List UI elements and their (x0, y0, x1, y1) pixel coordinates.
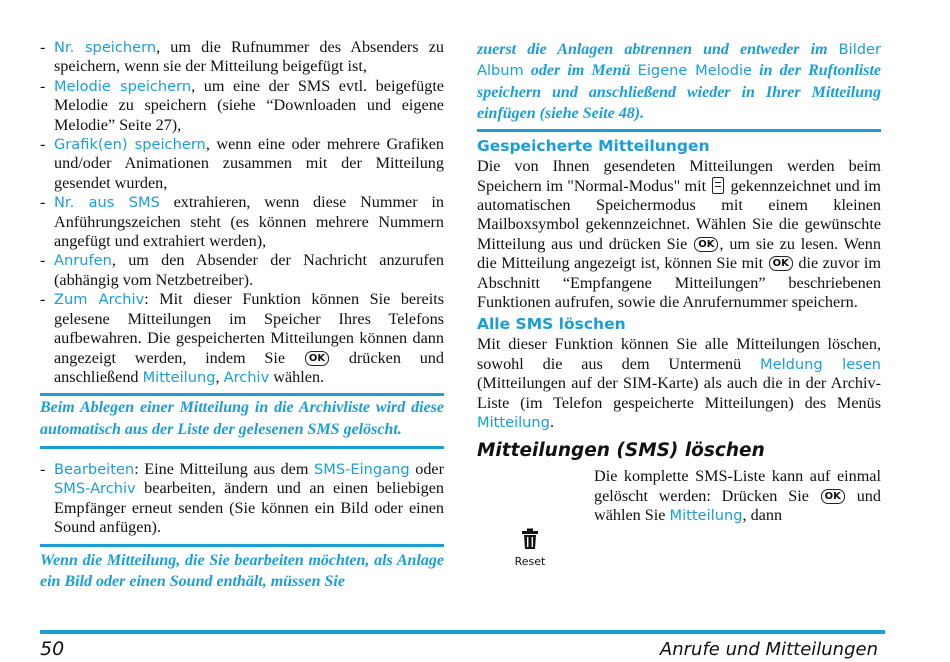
page-number: 50 (40, 638, 65, 660)
menu-keyword: Eigene Melodie (637, 62, 753, 80)
option-list (40, 38, 444, 387)
item-description: , wenn eine oder mehrere Grafiken und/oder Animationen zusammen mit der Mitteilung gesendet wurden, (54, 135, 444, 192)
menu-keyword: SMS-Archiv (54, 480, 136, 498)
menu-keyword: Grafik(en) speichern (54, 136, 206, 154)
item-description: , um den Absender der Nachricht anzurufen (abhängig vom Netzbetreiber). (54, 251, 444, 289)
list-item-text (54, 193, 444, 251)
menu-keyword: Meldung lesen (760, 355, 882, 373)
menu-keyword: Mitteilung (669, 507, 743, 525)
menu-keyword: Anrufen (54, 252, 112, 270)
saved-messages-text (477, 157, 881, 312)
section-heading-delete-sms: Mitteilungen (SMS) löschen (477, 440, 765, 462)
menu-keyword: Melodie speichern (54, 77, 192, 95)
item-description: oder (409, 459, 444, 478)
bullet-dash: - (40, 459, 46, 478)
note-text: oder im Menü (523, 62, 638, 80)
bullet-dash: - (40, 38, 46, 56)
bullet-dash: - (40, 76, 46, 95)
list-item (40, 38, 444, 77)
note-rule (40, 393, 444, 396)
body-text: , dann (742, 506, 783, 525)
item-description: : Mit dieser Funktion können Sie bereits gelesene Mitteilungen im Speicher Ihres Telefons aufbewahren. Die gespeicherten Mitteilungen können dann angezeigt werden, indem Sie (54, 290, 444, 367)
list-item-text (54, 251, 444, 290)
ok-key-icon: OK (769, 256, 793, 271)
menu-keyword: Archiv (223, 368, 270, 386)
menu-keyword: SMS-Eingang (314, 460, 410, 478)
menu-keyword: Nr. aus SMS (54, 194, 160, 212)
menu-keyword: Mitteilung (477, 414, 550, 432)
list-item (40, 77, 444, 135)
item-description: : Eine Mitteilung aus dem (134, 459, 315, 478)
bullet-dash: - (40, 193, 46, 212)
reset-label: Reset (514, 555, 546, 568)
footer-rule (40, 630, 885, 634)
envelope-icon (712, 177, 724, 194)
item-description: , um die Rufnummer des Absenders zu speichern, wenn sie der Mitteilung beigefügt ist, (54, 38, 445, 76)
ok-key-icon: OK (821, 489, 845, 504)
item-description: wählen. (269, 367, 325, 386)
list-item (40, 251, 444, 290)
item-description: bearbeiten, ändern und an einen beliebigen Empfänger erneut senden (Sie können ein Bild oder einen Sound anfügen). (54, 479, 444, 537)
item-description: extrahieren, wenn diese Nummer in Anführungszeichen steht (es können mehrere Nummern angefügt und extrahiert werden), (54, 193, 444, 251)
ok-key-icon: OK (305, 351, 329, 366)
ok-key-icon: OK (694, 237, 718, 252)
menu-keyword: Bilder Album (477, 41, 881, 80)
body-text: (Mitteilungen auf der SIM-Karte) als auch die in der Archiv-Liste (im Telefon gespeicherte Mitteilungen) des Menüs (477, 374, 881, 412)
list-item (40, 460, 444, 538)
list-item-text (54, 38, 444, 77)
note-rule (40, 544, 444, 547)
list-item-text (54, 135, 444, 193)
delete-sms-text (594, 467, 881, 525)
item-description: , um eine der SMS evtl. beigefügte Melodie zu speichern (siehe “Downloaden und eigene Melodie” Seite 27), (54, 76, 444, 134)
separator: , (215, 367, 224, 386)
note-rule (40, 446, 444, 449)
attachment-note: Wenn die Mitteilung, die Sie bearbeiten möchten, als Anlage ein Bild oder einen Sound enthält, müssen Sie (40, 551, 444, 590)
list-item-text (54, 290, 444, 387)
reset-key-graphic (513, 528, 547, 568)
bullet-dash: - (40, 290, 46, 309)
bullet-dash: - (40, 251, 46, 270)
archive-note: Beim Ablegen einer Mitteilung in die Archivliste wird diese automatisch aus der Liste der gelesenen SMS gelöscht. (40, 399, 444, 438)
body-text: und wählen Sie (594, 486, 881, 525)
note-rule (477, 129, 881, 132)
body-text: Mit dieser Funktion können Sie alle Mitteilungen löschen, sowohl die aus dem Untermenü (477, 335, 881, 373)
list-item-text (54, 77, 444, 135)
menu-keyword: Bearbeiten (54, 460, 135, 478)
section-heading-saved: Gespeicherte Mitteilungen (477, 137, 710, 156)
delete-all-text (477, 335, 881, 432)
body-text: gekennzeichnet und im automatischen Speichermodus mit einem kleinen Mailboxsymbol gekennzeichnet. Wählen Sie die gewünschte Mitteilung aus und drücken Sie (477, 176, 881, 253)
body-text: die zuvor im Abschnitt “Empfangene Mitteilungen” beschriebenen Funktionen aufrufen, sowie die Anrufernummer speichern. (477, 254, 881, 312)
trash-reset-icon (520, 528, 540, 550)
menu-keyword: Nr. speichern (54, 39, 157, 56)
note-text: zuerst die Anlagen abtrennen und entweder im (477, 41, 839, 58)
attachment-note-continued (477, 39, 881, 124)
left-column (40, 38, 444, 592)
item-description: drücken und anschließend (54, 348, 444, 386)
list-item-text (54, 460, 444, 538)
body-text: Die komplette SMS-Liste kann auf einmal gelöscht werden: Drücken Sie (594, 467, 881, 505)
list-item (40, 290, 444, 387)
menu-keyword: Mitteilung (142, 368, 216, 386)
right-column (477, 38, 881, 526)
list-item (40, 193, 444, 251)
menu-keyword: Zum Archiv (54, 291, 145, 309)
body-text: , um sie zu lesen. Wenn die Mitteilung angezeigt ist, können Sie mit (477, 234, 881, 273)
note-text: in der Ruftonliste speichern und anschließend wieder in Ihrer Mitteilung einfügen (siehe Seite 48). (477, 62, 882, 122)
body-text: Die von Ihnen gesendeten Mitteilungen werden beim Speichern im "Normal-Modus" mit (477, 157, 881, 195)
body-text: . (549, 413, 554, 432)
bullet-dash: - (40, 135, 46, 154)
list-item (40, 135, 444, 193)
chapter-title: Anrufe und Mitteilungen (659, 639, 878, 660)
section-heading-delete-all: Alle SMS löschen (477, 315, 626, 334)
